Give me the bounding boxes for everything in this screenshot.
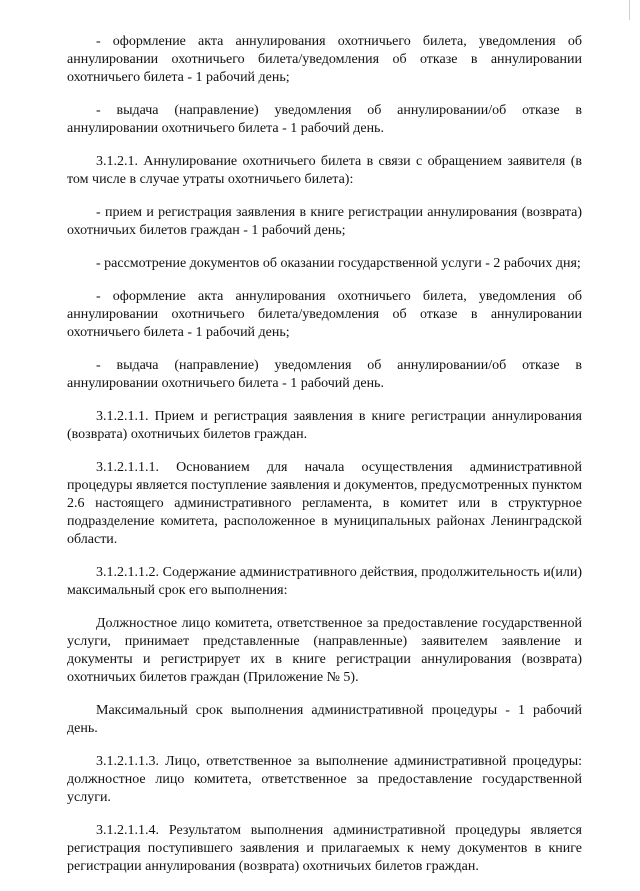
paragraph-section-3-1-2-1-1-1: 3.1.2.1.1.1. Основанием для начала осуществления административной процедуры является поступление заявления и документов, предусмотренных пунктом 2.6 настоящего административного регламента, в комитет или в структурное подразделение комитета, расположенное в муниципальных районах Ленинградской области.: [67, 460, 582, 547]
paragraph-registration-act-2: - оформление акта аннулирования охотничьего билета, уведомления об аннулировании охотничьего билета/уведомления об отказе в аннулировании охотничьего билета - 1 рабочий день;: [67, 289, 582, 340]
paragraph-section-3-1-2-1: 3.1.2.1. Аннулирование охотничьего билета в связи с обращением заявителя (в том числе в случае утраты охотничьего билета):: [67, 154, 582, 187]
paragraph-section-3-1-2-1-1-4: 3.1.2.1.1.4. Результатом выполнения административной процедуры является регистрация поступившего заявления и прилагаемых к нему документов в книге регистрации аннулирования (возврата) охотничьих билетов граждан.: [67, 823, 582, 874]
paragraph-notification-delivery-1: - выдача (направление) уведомления об аннулировании/об отказе в аннулировании охотничьего билета - 1 рабочий день.: [67, 103, 582, 136]
paragraph-max-duration: Максимальный срок выполнения административной процедуры - 1 рабочий день.: [67, 703, 582, 736]
paragraph-registration-act-1: - оформление акта аннулирования охотничьего билета, уведомления об аннулировании охотничьего билета/уведомления об отказе в аннулировании охотничьего билета - 1 рабочий день;: [67, 34, 582, 85]
paragraph-section-3-1-2-1-1-2: 3.1.2.1.1.2. Содержание административного действия, продолжительность и(или) максимальный срок его выполнения:: [67, 565, 582, 598]
document-body: [67, 33, 582, 891]
paragraph-section-3-1-2-1-1-3: 3.1.2.1.1.3. Лицо, ответственное за выполнение административной процедуры: должностное лицо комитета, ответственное за предоставление государственной услуги.: [67, 754, 582, 805]
paragraph-section-3-1-2-1-1: 3.1.2.1.1. Прием и регистрация заявления в книге регистрации аннулирования (возврата) охотничьих билетов граждан.: [67, 409, 582, 442]
paragraph-reception-registration: - прием и регистрация заявления в книге регистрации аннулирования (возврата) охотничьих билетов граждан - 1 рабочий день;: [67, 205, 582, 238]
paragraph-official-duties: Должностное лицо комитета, ответственное за предоставление государственной услуги, принимает представленные (направленные) заявителем заявление и документы и регистрирует их в книге регистрации аннулирования (возврата) охотничьих билетов граждан (Приложение № 5).: [67, 616, 582, 685]
paragraph-notification-delivery-2: - выдача (направление) уведомления об аннулировании/об отказе в аннулировании охотничьего билета - 1 рабочий день.: [67, 358, 582, 391]
scan-edge-mark: [629, 0, 630, 20]
paragraph-document-review: - рассмотрение документов об оказании государственной услуги - 2 рабочих дня;: [96, 256, 581, 271]
